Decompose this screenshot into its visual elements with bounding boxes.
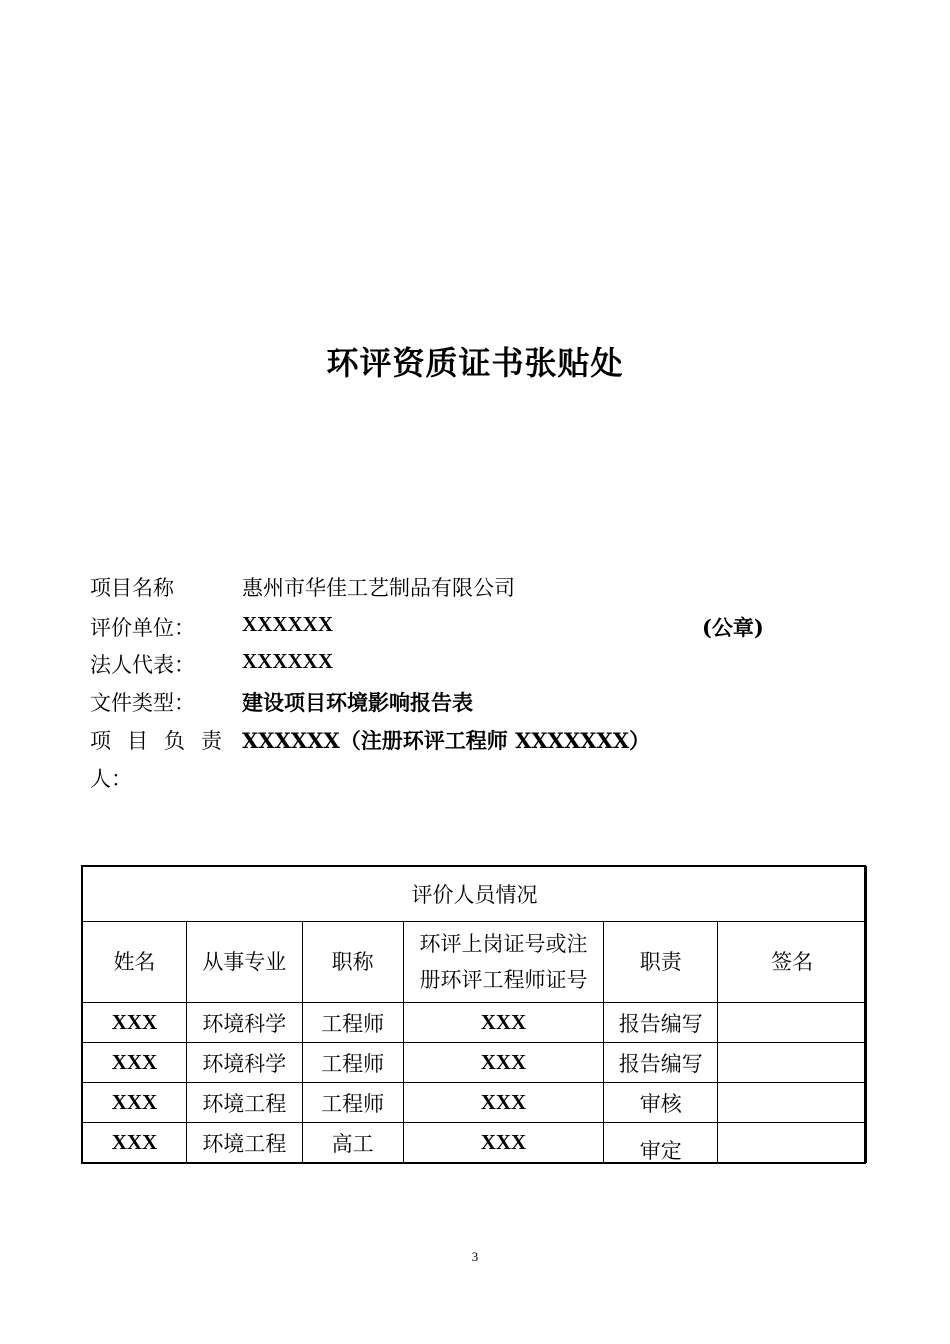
evaluator-label: 评价单位： [90,616,195,640]
cell-cert: XXX [403,1003,604,1043]
table-row [83,1083,867,1123]
table-caption: 评价人员情况 [83,867,867,922]
cell-cert: XXX [403,1083,604,1123]
legal-rep-label: 法人代表： [90,653,195,677]
cell-title: 高工 [302,1123,403,1163]
cell-duty: 报告编写 [604,1043,718,1083]
header-title: 职称 [302,922,403,1003]
header-cert [403,922,604,1003]
cell-specialty: 环境工程 [186,1123,302,1163]
table-header-row [83,922,867,1003]
staff-table [82,866,867,1163]
page-number: 3 [471,1249,479,1264]
evaluator-value: XXXXXX [242,612,333,636]
header-signature: 签名 [718,922,867,1003]
project-name-value: 惠州市华佳工艺制品有限公司 [242,576,515,600]
leader-label-char: 目 [127,729,148,753]
cell-signature [718,1003,867,1043]
file-type-label: 文件类型： [90,691,195,715]
table-row [83,1003,867,1043]
cell-name: XXX [83,1123,187,1163]
cell-specialty: 环境工程 [186,1083,302,1123]
table-row [83,1123,867,1163]
cell-name: XXX [83,1043,187,1083]
cell-cert: XXX [403,1123,604,1163]
cell-duty: 审定 [604,1123,718,1163]
leader-label-char: 责 [201,729,222,753]
header-name: 姓名 [83,922,187,1003]
cell-signature [718,1083,867,1123]
cell-duty: 审核 [604,1083,718,1123]
leader-label-char: 项 [90,729,111,753]
cell-name: XXX [83,1003,187,1043]
cell-specialty: 环境科学 [186,1003,302,1043]
cell-duty: 报告编写 [604,1003,718,1043]
legal-rep-value: XXXXXX [242,649,333,673]
cell-title: 工程师 [302,1043,403,1083]
seal-text: (公章) [702,615,764,640]
header-cert-line2: 册环评工程师证号 [419,968,588,992]
table-caption-row [83,867,867,922]
leader-label-tail: 人： [90,767,132,791]
cell-name: XXX [83,1083,187,1123]
page-title: 环评资质证书张贴处 [326,344,624,382]
table-row [83,1043,867,1083]
leader-label-char: 负 [164,729,185,753]
cell-signature [718,1043,867,1083]
file-type-value: 建设项目环境影响报告表 [242,690,473,715]
header-duty: 职责 [604,922,718,1003]
project-name-label: 项目名称 [90,576,174,600]
cell-title: 工程师 [302,1003,403,1043]
cell-title: 工程师 [302,1083,403,1123]
header-specialty: 从事专业 [186,922,302,1003]
leader-value: XXXXXX（注册环评工程师 XXXXXXX） [242,728,651,753]
header-cert-line1: 环评上岗证号或注 [419,932,588,956]
cell-signature [718,1123,867,1163]
cell-cert: XXX [403,1043,604,1083]
leader-label [90,725,238,755]
cell-specialty: 环境科学 [186,1043,302,1083]
